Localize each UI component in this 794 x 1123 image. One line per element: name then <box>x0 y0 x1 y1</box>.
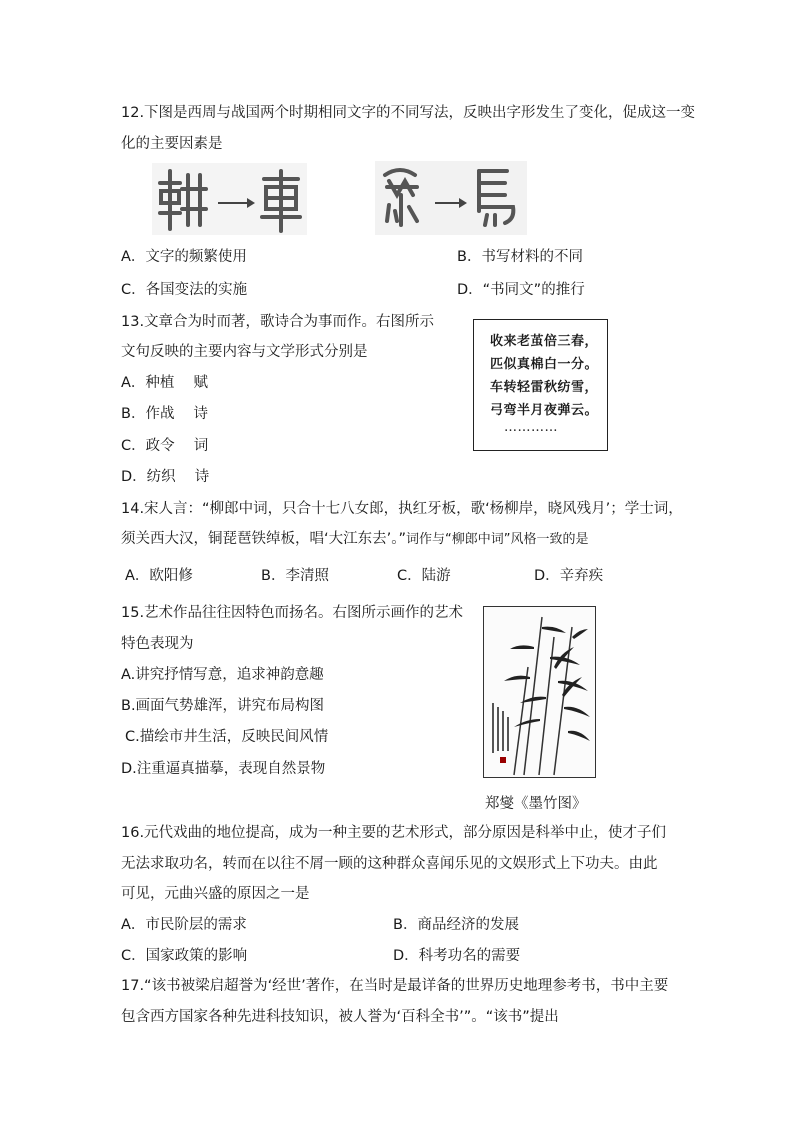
q12-option-b[interactable]: B．书写材料的不同 <box>457 249 583 265</box>
q16-option-d[interactable]: D．科考功名的需要 <box>393 948 521 964</box>
q16-option-a[interactable]: A．市民阶层的需求 <box>121 917 247 933</box>
q12-option-c[interactable]: C．各国变法的实施 <box>121 282 248 298</box>
q16-stem-line1: 16.元代戏曲的地位提高，成为一种主要的艺术形式，部分原因是科举中止，使才子们 <box>121 825 667 841</box>
q13-option-b[interactable]: B．作战 诗 <box>121 406 209 422</box>
q14-option-c[interactable]: C．陆游 <box>397 568 451 584</box>
q16-stem-line3: 可见，元曲兴盛的原因之一是 <box>121 886 310 902</box>
poem-line-2: 匹似真棉白一分。 <box>490 357 599 372</box>
q15-option-c[interactable]: C.描绘市井生活，反映民间风情 <box>125 729 329 745</box>
q13-option-c[interactable]: C．政令 词 <box>121 438 209 454</box>
bamboo-painting-image <box>484 607 595 777</box>
q14-question: 词作与“柳郎中词”风格一致的是 <box>405 532 589 547</box>
painting-caption: 郑燮《墨竹图》 <box>485 796 587 812</box>
q14-quote: 须关西大汉，铜琵琶铁绰板，唱‘大江东去’。” <box>121 531 406 547</box>
q15-stem-line2: 特色表现为 <box>121 636 194 652</box>
ink-bamboo-painting <box>483 606 596 778</box>
q15-option-d[interactable]: D.注重逼真描摹，表现自然景物 <box>121 761 326 777</box>
q14-option-d[interactable]: D．辛弃疾 <box>534 568 604 584</box>
q13-option-a[interactable]: A．种植 赋 <box>121 375 209 391</box>
poem-line-1: 收来老茧倍三春， <box>490 334 599 349</box>
q16-option-c[interactable]: C．国家政策的影响 <box>121 948 248 964</box>
q14-option-a[interactable]: A．欧阳修 <box>125 568 193 584</box>
q14-stem-line1: 14.宋人言：“柳郎中词，只合十七八女郎，执红牙板，歌‘杨柳岸，晓风残月’；学士词， <box>121 501 683 517</box>
q14-stem-line2 <box>121 529 588 550</box>
poem-line-4: 弓弯半月夜弹云。 <box>490 403 599 418</box>
q16-stem-line2: 无法求取功名，转而在以往不屑一顾的这种群众喜闻乐见的文娱形式上下功夫。由此 <box>121 856 658 872</box>
script-evolution-ma-image <box>375 161 527 235</box>
q15-stem-line1: 15.艺术作品往往因特色而扬名。右图所示画作的艺术 <box>121 605 464 621</box>
poem-line-3: 车转轻雷秋纺雪， <box>490 380 599 395</box>
q12-option-d[interactable]: D．“书同文”的推行 <box>457 282 585 298</box>
poem-figure <box>473 319 608 451</box>
q13-option-d[interactable]: D．纺织 诗 <box>121 469 210 485</box>
q17-stem-line2: 包含西方国家各种先进科技知识，被人誉为‘百科全书’”。“该书”提出 <box>121 1009 559 1025</box>
q12-stem-line1: 12.下图是西周与战国两个时期相同文字的不同写法，反映出字形发生了变化，促成这一变 <box>121 105 696 121</box>
q13-stem-line2: 文句反映的主要内容与文学形式分别是 <box>121 344 368 360</box>
q12-option-a[interactable]: A．文字的频繁使用 <box>121 249 247 265</box>
q16-option-b[interactable]: B．商品经济的发展 <box>393 917 519 933</box>
q15-option-b[interactable]: B.画面气势雄浑，讲究布局构图 <box>121 698 325 714</box>
q13-stem-line1: 13.文章合为时而著，歌诗合为事而作。右图所示 <box>121 314 435 330</box>
q12-stem-line2: 化的主要因素是 <box>121 136 223 152</box>
q17-stem-line1: 17.“该书被梁启超誉为‘经世’著作，在当时是最详备的世界历史地理参考书，书中主要 <box>121 978 669 994</box>
q15-option-a[interactable]: A.讲究抒情写意，追求神韵意趣 <box>121 667 324 683</box>
q14-option-b[interactable]: B．李清照 <box>261 568 329 584</box>
script-evolution-che-image <box>152 163 307 235</box>
poem-ellipsis: ………… <box>504 420 558 435</box>
